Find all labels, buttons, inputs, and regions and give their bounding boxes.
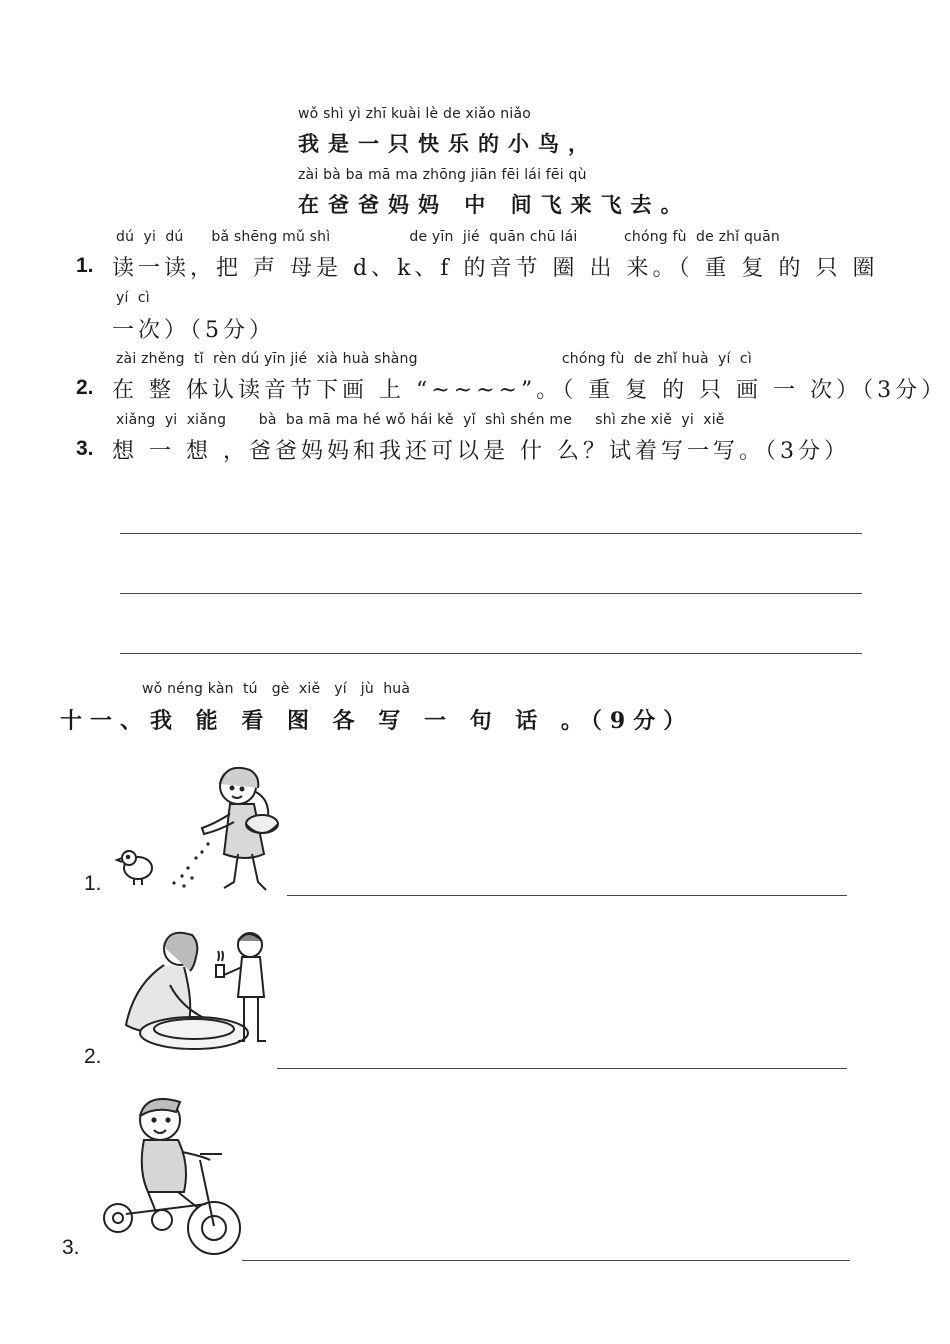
picture1-answer-line[interactable]	[287, 895, 847, 896]
q2-text: 在 整 体认读音节下画 上 “~~~~”。（ 重 复 的 只 画 一 次）（3分）	[112, 378, 948, 403]
q1-pinyin: dú yi dú bǎ shēng mǔ shì de yīn jié quān chū lái chóng fù de zhǐ quān	[116, 229, 780, 245]
q3-answer-line-2[interactable]	[120, 593, 862, 594]
section11-pinyin: wǒ néng kàn tú gè xiě yí jù huà	[142, 681, 411, 697]
picture2-number: 2.	[84, 1045, 102, 1068]
poem-line1-text: 我是一只快乐的小鸟，	[298, 131, 598, 156]
poem-line2-pinyin: zài bà ba mā ma zhōng jiān fēi lái fēi qù	[298, 167, 587, 183]
poem-line2-text: 在爸爸妈妈 中 间飞来飞去。	[298, 192, 691, 217]
section11-title: 十一、我 能 看 图 各 写 一 句 话 。（9分）	[60, 708, 694, 734]
mother-and-boy-illustration	[118, 925, 278, 1060]
q3-answer-line-1[interactable]	[120, 533, 862, 534]
q1-text: 读一读，把 声 母是 d、k、f 的音节 圈 出 来。（ 重 复 的 只 圈	[112, 256, 879, 281]
q3-number: 3.	[76, 437, 94, 460]
poem-line1-pinyin: wǒ shì yì zhī kuài lè de xiǎo niǎo	[298, 106, 532, 122]
q3-pinyin: xiǎng yi xiǎng bà ba mā ma hé wǒ hái kě yǐ shì shén me shì zhe xiě yi xiě	[116, 412, 725, 428]
q2-pinyin: zài zhěng tǐ rèn dú yīn jié xià huà shàng chóng fù de zhǐ huà yí cì	[116, 351, 752, 367]
q1-cont-text: 一次）（5分）	[112, 318, 275, 343]
picture1-number: 1.	[84, 872, 102, 895]
q1-cont-pinyin: yí cì	[116, 290, 150, 306]
q3-text: 想 一 想 ，爸爸妈妈和我还可以是 什 么？试着写一写。（3分）	[112, 439, 850, 464]
picture3-answer-line[interactable]	[242, 1260, 850, 1261]
q2-number: 2.	[76, 376, 94, 399]
boy-on-tricycle-illustration	[96, 1090, 246, 1262]
q3-answer-line-3[interactable]	[120, 653, 862, 654]
girl-feeding-chick-illustration	[112, 758, 292, 898]
picture2-answer-line[interactable]	[277, 1068, 847, 1069]
q1-number: 1.	[76, 254, 94, 277]
picture3-number: 3.	[62, 1236, 80, 1259]
